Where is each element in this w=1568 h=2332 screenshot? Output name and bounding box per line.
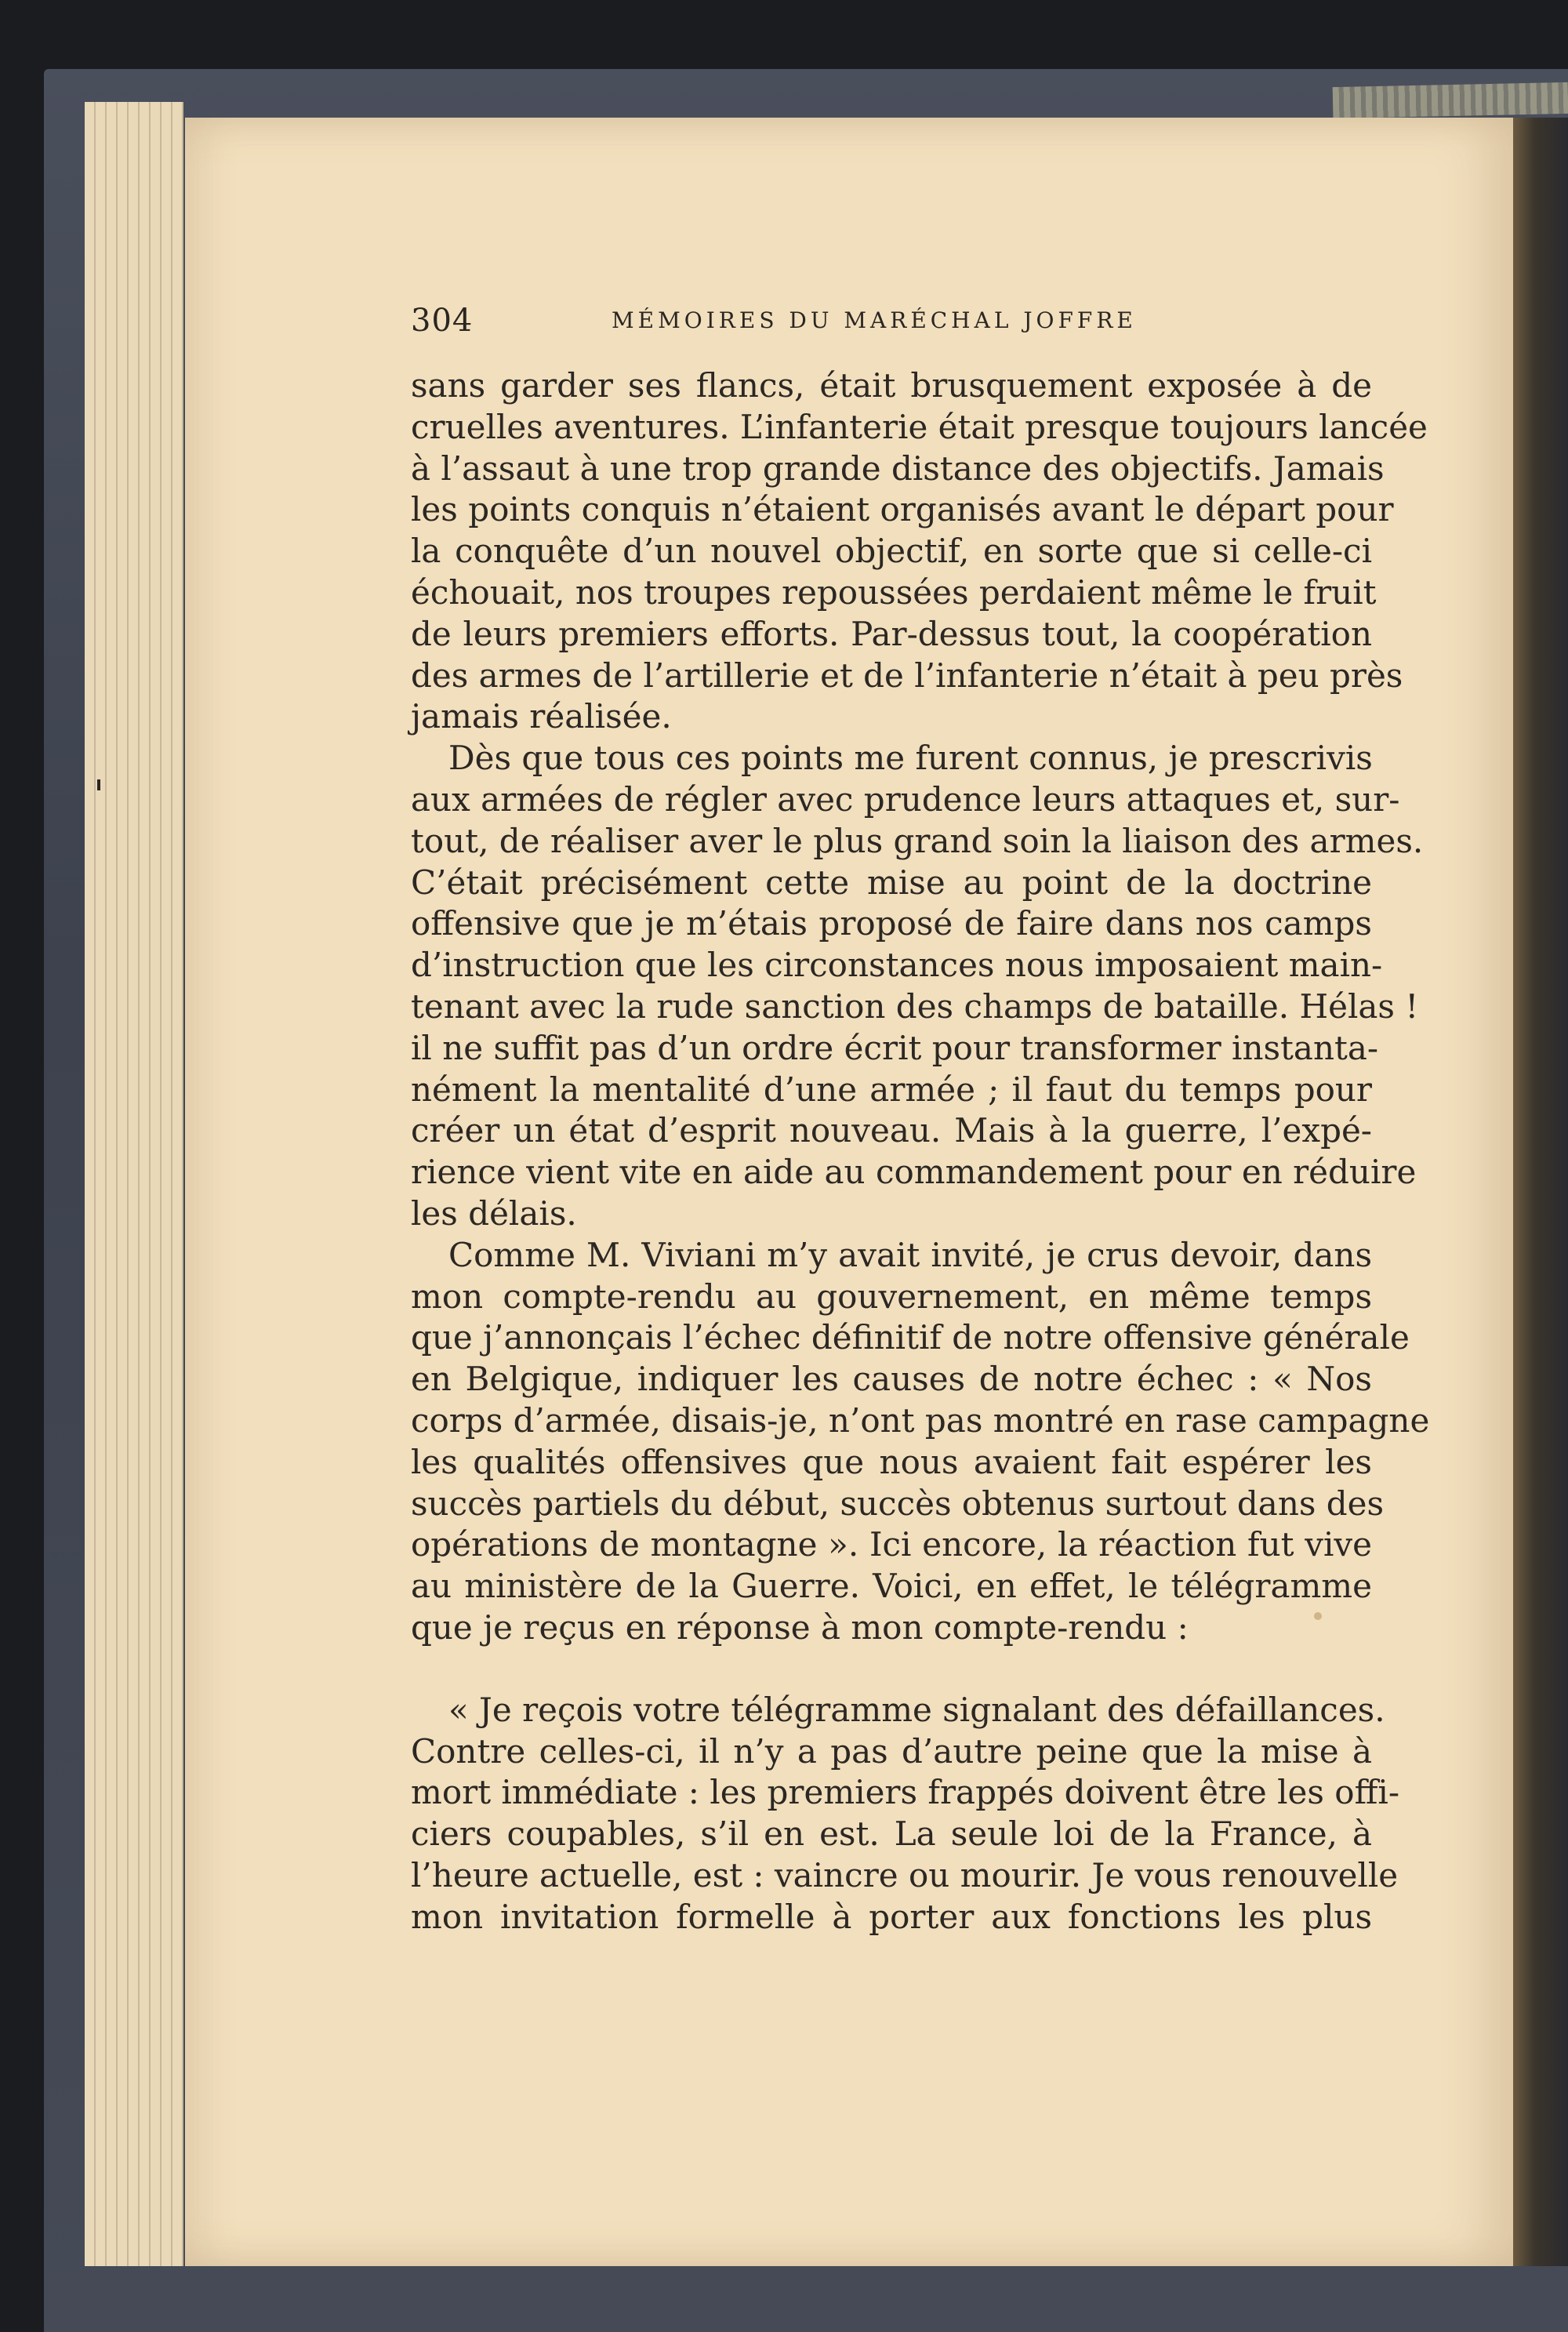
text-line: rience vient vite en aide au commandement pour en réduire xyxy=(411,1153,1417,1192)
text-line: opérations de montagne ». Ici encore, la réaction fut vive xyxy=(411,1525,1372,1564)
text-line: tout, de réaliser aver le plus grand soin la liaison des armes. xyxy=(411,821,1424,860)
text-line: à l’assaut à une trop grande distance des objectifs. Jamais xyxy=(411,449,1385,488)
text-line: Dès que tous ces points me furent connus, je prescrivis xyxy=(448,739,1373,778)
text-line: mon compte-rendu au gouvernement, en même temps xyxy=(411,1277,1372,1316)
page-header xyxy=(411,303,1372,343)
text-line: échouait, nos troupes repoussées perdaient même le fruit xyxy=(411,572,1377,612)
running-title: MÉMOIRES DU MARÉCHAL JOFFRE xyxy=(612,307,1137,333)
cover-headband xyxy=(1333,82,1568,118)
text-line: il ne suffit pas d’un ordre écrit pour transformer instanta- xyxy=(411,1028,1379,1067)
text-line: nément la mentalité d’une armée ; il faut du temps pour xyxy=(411,1070,1372,1109)
page-edges xyxy=(85,102,194,2266)
text-line: de leurs premiers efforts. Par-dessus tout, la coopération xyxy=(411,614,1372,653)
text-line: C’était précisément cette mise au point de la doctrine xyxy=(411,863,1372,902)
text-line: les qualités offensives que nous avaient fait espérer les xyxy=(411,1442,1372,1481)
text-line: Comme M. Viviani m’y avait invité, je crus devoir, dans xyxy=(448,1235,1372,1274)
text-line: les délais. xyxy=(411,1193,577,1233)
margin-mark xyxy=(97,779,100,790)
text-line: des armes de l’artillerie et de l’infanterie n’était à peu près xyxy=(411,656,1403,695)
text-line: les points conquis n’étaient organisés avant le départ pour xyxy=(411,490,1394,529)
text-line: que j’annonçais l’échec définitif de notre offensive générale xyxy=(411,1318,1410,1357)
text-line: d’instruction que les circonstances nous imposaient main- xyxy=(411,946,1383,985)
text-line: succès partiels du début, succès obtenus surtout dans des xyxy=(411,1484,1385,1523)
text-line: cruelles aventures. L’infanterie était presque toujours lancée xyxy=(411,407,1428,446)
text-line: sans garder ses flancs, était brusquement exposée à de xyxy=(411,366,1372,405)
text-line: en Belgique, indiquer les causes de notre échec : « Nos xyxy=(411,1360,1372,1399)
quote-line: Contre celles-ci, il n’y a pas d’autre peine que la mise à xyxy=(411,1731,1372,1771)
text-line: corps d’armée, disais-je, n’ont pas montré en rase campagne xyxy=(411,1400,1430,1440)
text-line: la conquête d’un nouvel objectif, en sorte que si celle-ci xyxy=(411,532,1372,571)
text-line: tenant avec la rude sanction des champs de bataille. Hélas ! xyxy=(411,986,1419,1026)
book-gutter xyxy=(1513,118,1568,2266)
quote-line: ciers coupables, s’il en est. La seule loi de la France, à xyxy=(411,1814,1372,1854)
quote-line: mon invitation formelle à porter aux fonctions les plus xyxy=(411,1897,1372,1936)
ink-speck xyxy=(1314,1612,1322,1620)
text-line: que je reçus en réponse à mon compte-rendu : xyxy=(411,1607,1189,1647)
text-line: au ministère de la Guerre. Voici, en effet, le télégramme xyxy=(411,1567,1372,1606)
paragraph-gap xyxy=(411,1649,1372,1690)
text-line: jamais réalisée. xyxy=(411,697,672,736)
body-text xyxy=(411,365,1430,1938)
text-line: créer un état d’esprit nouveau. Mais à la guerre, l’expé- xyxy=(411,1111,1372,1150)
page-number: 304 xyxy=(411,303,474,339)
text-line: offensive que je m’étais proposé de faire dans nos camps xyxy=(411,904,1372,943)
text-line: aux armées de régler avec prudence leurs attaques et, sur- xyxy=(411,779,1400,819)
quote-line: « Je reçois votre télégramme signalant des défaillances. xyxy=(448,1690,1385,1729)
quote-line: mort immédiate : les premiers frappés doivent être les offi- xyxy=(411,1773,1400,1812)
quote-line: l’heure actuelle, est : vaincre ou mourir. Je vous renouvelle xyxy=(411,1855,1399,1894)
